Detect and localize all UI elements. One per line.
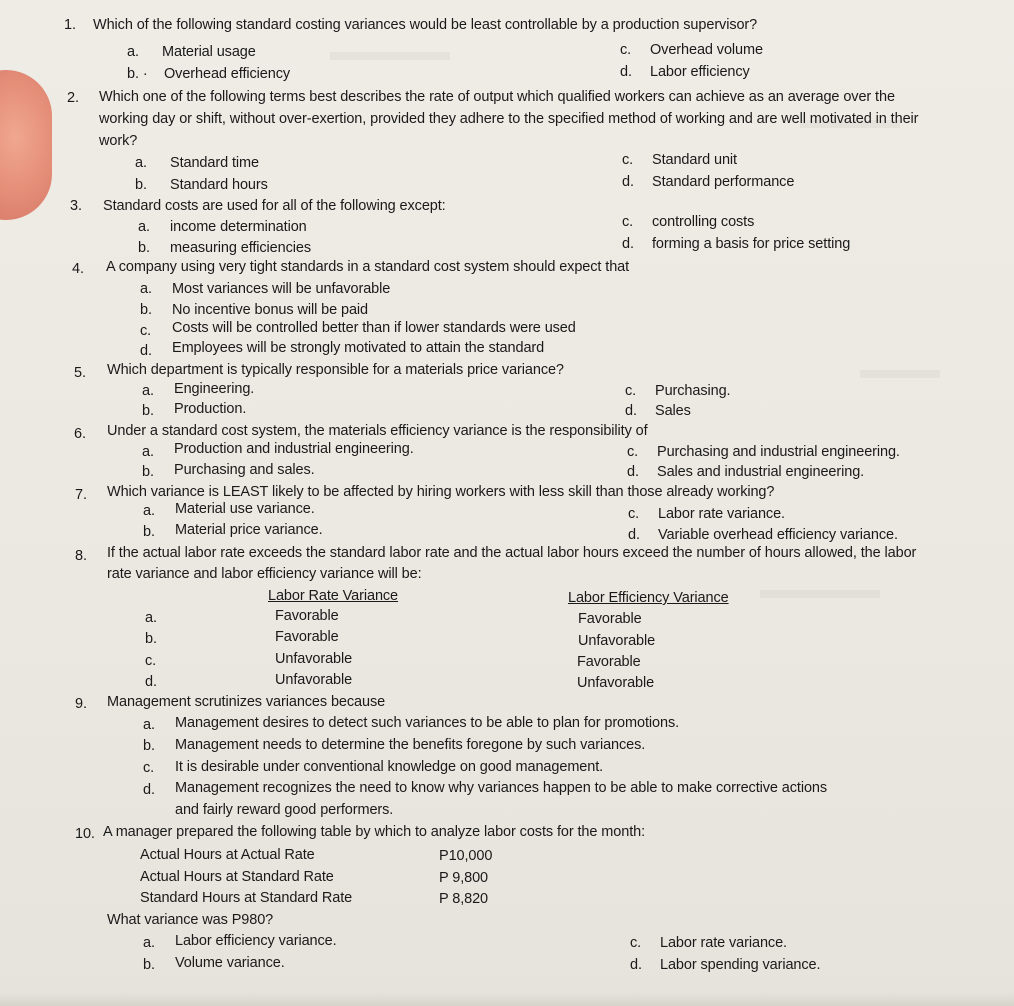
q4-option-d-letter: d. (140, 343, 152, 359)
q2-option-c-text: Standard unit (652, 152, 737, 168)
question-5-text: Which department is typically responsible for a materials price variance? (107, 362, 564, 378)
question-4-text: A company using very tight standards in a standard cost system should expect that (106, 259, 630, 275)
q10-option-c-letter: c. (630, 935, 642, 951)
bleed-through-mark (760, 590, 880, 598)
q9-option-b-text: Management needs to determine the benefits foregone by such variances. (175, 737, 646, 753)
question-6-number: 6. (74, 426, 86, 442)
question-10-text: A manager prepared the following table by which to analyze labor costs for the month: (103, 824, 646, 840)
q3-option-d-text: forming a basis for price setting (652, 236, 851, 252)
q9-option-b-letter: b. (143, 738, 155, 754)
q7-option-c-letter: c. (628, 506, 640, 522)
q10-option-a-text: Labor efficiency variance. (175, 933, 337, 949)
q2-option-b-letter: b. (135, 177, 147, 193)
q9-option-a-letter: a. (143, 717, 155, 733)
q4-option-b-text: No incentive bonus will be paid (172, 302, 368, 318)
q3-option-a-text: income determination (170, 219, 307, 235)
q1-option-c-letter: c. (620, 42, 632, 58)
q4-option-d-text: Employees will be strongly motivated to attain the standard (172, 340, 545, 356)
q10-option-d-text: Labor spending variance. (660, 957, 821, 973)
question-7-number: 7. (75, 487, 87, 503)
q5-option-c-letter: c. (625, 383, 637, 399)
q3-option-d-letter: d. (622, 236, 634, 252)
q4-option-a-text: Most variances will be unfavorable (172, 281, 391, 297)
q8-row-c-rate: Unfavorable (275, 651, 353, 667)
q8-row-d-efficiency: Unfavorable (577, 675, 655, 691)
q1-option-b-text: Overhead efficiency (164, 66, 290, 82)
q2-option-b-text: Standard hours (170, 177, 268, 193)
question-1-text: Which of the following standard costing variances would be least controllable by a production supervisor? (93, 17, 758, 33)
q8-row-a-rate: Favorable (275, 608, 339, 624)
q4-option-b-letter: b. (140, 302, 152, 318)
q5-option-b-letter: b. (142, 403, 154, 419)
q10-table-row-1-value: P10,000 (439, 848, 493, 864)
q1-option-b-letter: b. · (127, 66, 148, 82)
q2-option-d-letter: d. (622, 174, 634, 190)
q10-question: What variance was P980? (107, 912, 274, 928)
q5-option-a-letter: a. (142, 383, 154, 399)
question-1-number: 1. (64, 17, 76, 33)
q8-row-a-efficiency: Favorable (578, 611, 642, 627)
q7-option-a-letter: a. (143, 503, 155, 519)
q3-option-b-text: measuring efficiencies (170, 240, 311, 256)
q8-labor-efficiency-variance-header: Labor Efficiency Variance (568, 590, 729, 606)
q5-option-d-text: Sales (655, 403, 691, 419)
q9-option-d-text-line2: and fairly reward good performers. (175, 802, 394, 818)
question-8-text-line1: If the actual labor rate exceeds the standard labor rate and the actual labor hours exceed the number of hours allowed, the labor (107, 545, 917, 561)
q8-row-c-letter: c. (145, 653, 157, 669)
question-2-text-line2: working day or shift, without over-exertion, provided they adhere to the specified method of working and are well motivated in their (99, 111, 919, 127)
bleed-through-mark (330, 52, 450, 60)
q10-table-row-3-value: P 8,820 (439, 891, 489, 907)
question-4-number: 4. (72, 261, 84, 277)
question-2-text-line3: work? (99, 133, 138, 149)
q6-option-c-text: Purchasing and industrial engineering. (657, 444, 900, 460)
question-8-number: 8. (75, 548, 87, 564)
q6-option-a-text: Production and industrial engineering. (174, 441, 414, 457)
question-3-text: Standard costs are used for all of the following except: (103, 198, 446, 214)
q8-row-d-rate: Unfavorable (275, 672, 353, 688)
question-7-text: Which variance is LEAST likely to be affected by hiring workers with less skill than those already working? (107, 484, 775, 500)
q1-option-c-text: Overhead volume (650, 42, 763, 58)
q3-option-b-letter: b. (138, 240, 150, 256)
q2-option-a-letter: a. (135, 155, 147, 171)
q10-table-row-2-value: P 9,800 (439, 870, 489, 886)
q3-option-c-text: controlling costs (652, 214, 755, 230)
q7-option-b-text: Material price variance. (175, 522, 323, 538)
q2-option-a-text: Standard time (170, 155, 259, 171)
q1-option-d-text: Labor efficiency (650, 64, 750, 80)
question-5-number: 5. (74, 365, 86, 381)
q9-option-c-letter: c. (143, 760, 155, 776)
q8-row-d-letter: d. (145, 674, 157, 690)
q6-option-d-text: Sales and industrial engineering. (657, 464, 865, 480)
question-3-number: 3. (70, 198, 82, 214)
q6-option-c-letter: c. (627, 444, 639, 460)
question-10-number: 10. (75, 826, 95, 842)
q7-option-b-letter: b. (143, 524, 155, 540)
q10-option-d-letter: d. (630, 957, 642, 973)
q8-row-c-efficiency: Favorable (577, 654, 641, 670)
q8-row-a-letter: a. (145, 610, 157, 626)
q6-option-b-text: Purchasing and sales. (174, 462, 315, 478)
question-2-text-line1: Which one of the following terms best describes the rate of output which qualified workers can achieve as an average over the (99, 89, 895, 105)
q10-option-a-letter: a. (143, 935, 155, 951)
q10-table-row-2-label: Actual Hours at Standard Rate (140, 869, 334, 885)
q9-option-c-text: It is desirable under conventional knowledge on good management. (175, 759, 604, 775)
q5-option-d-letter: d. (625, 403, 637, 419)
finger-thumb (0, 70, 52, 220)
q6-option-a-letter: a. (142, 444, 154, 460)
q4-option-c-text: Costs will be controlled better than if lower standards were used (172, 320, 576, 336)
question-2-number: 2. (67, 90, 79, 106)
q4-option-c-letter: c. (140, 323, 152, 339)
q10-table-row-3-label: Standard Hours at Standard Rate (140, 890, 353, 906)
q9-option-a-text: Management desires to detect such variances to be able to plan for promotions. (175, 715, 680, 731)
q6-option-b-letter: b. (142, 464, 154, 480)
q10-table-row-1-label: Actual Hours at Actual Rate (140, 847, 315, 863)
bleed-through-mark (860, 370, 940, 378)
q6-option-d-letter: d. (627, 464, 639, 480)
q7-option-a-text: Material use variance. (175, 501, 315, 517)
q1-option-d-letter: d. (620, 64, 632, 80)
q4-option-a-letter: a. (140, 281, 152, 297)
question-6-text: Under a standard cost system, the materials efficiency variance is the responsibility of (107, 423, 648, 439)
page-bottom-edge (0, 992, 1014, 1006)
q8-labor-rate-variance-header: Labor Rate Variance (268, 588, 399, 604)
q7-option-d-text: Variable overhead efficiency variance. (658, 527, 898, 543)
question-8-text-line2: rate variance and labor efficiency variance will be: (107, 566, 422, 582)
q2-option-d-text: Standard performance (652, 174, 795, 190)
q1-option-a-text: Material usage (162, 44, 256, 60)
q8-row-b-rate: Favorable (275, 629, 339, 645)
q8-row-b-efficiency: Unfavorable (578, 633, 656, 649)
q5-option-c-text: Purchasing. (655, 383, 731, 399)
q10-option-b-letter: b. (143, 957, 155, 973)
q5-option-a-text: Engineering. (174, 381, 255, 397)
q2-option-c-letter: c. (622, 152, 634, 168)
q5-option-b-text: Production. (174, 401, 247, 417)
q1-option-a-letter: a. (127, 44, 139, 60)
q8-row-b-letter: b. (145, 631, 157, 647)
q3-option-a-letter: a. (138, 219, 150, 235)
question-9-number: 9. (75, 696, 87, 712)
q10-option-b-text: Volume variance. (175, 955, 285, 971)
q9-option-d-letter: d. (143, 782, 155, 798)
q7-option-c-text: Labor rate variance. (658, 506, 785, 522)
q10-option-c-text: Labor rate variance. (660, 935, 787, 951)
question-9-text: Management scrutinizes variances because (107, 694, 386, 710)
q3-option-c-letter: c. (622, 214, 634, 230)
q9-option-d-text: Management recognizes the need to know why variances happen to be able to make corrective actions (175, 780, 828, 796)
q7-option-d-letter: d. (628, 527, 640, 543)
